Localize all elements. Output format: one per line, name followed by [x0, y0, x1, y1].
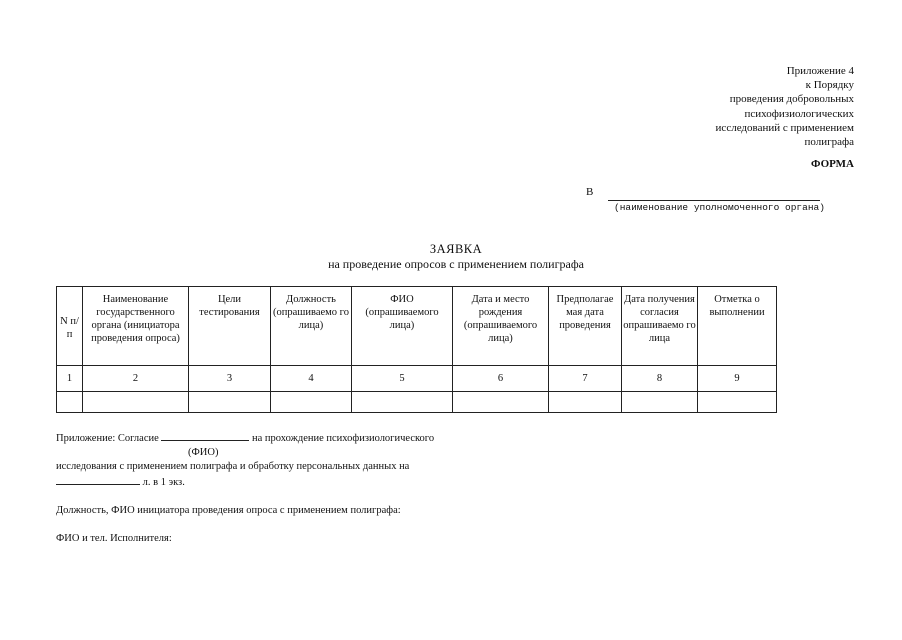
appendix-line: психофизиологических: [744, 107, 854, 120]
consent-prefix: Приложение: Согласие: [56, 433, 159, 444]
sheets-count-blank: [56, 474, 140, 485]
empty-cell: [698, 392, 777, 413]
column-number-cell: 3: [189, 366, 271, 392]
sheets-line: [56, 474, 556, 490]
notes-section: [56, 430, 556, 546]
appendix-line: исследований с применением: [715, 121, 854, 134]
header-cell: Дата получения согласия опрашиваемо го лица: [622, 287, 698, 366]
appendix-header: [716, 64, 854, 149]
consent-line: [56, 430, 556, 446]
title-subtitle: на проведение опросов с применением полиграфа: [328, 257, 584, 271]
consent-line-2: исследования с применением полиграфа и обработку персональных данных на: [56, 461, 410, 472]
column-number-cell: 9: [698, 366, 777, 392]
document-title: [256, 242, 656, 272]
forma-label: ФОРМА: [811, 158, 854, 170]
addressee-prefix: В: [586, 186, 594, 198]
header-cell: Должность (опрашиваемо го лица): [271, 287, 352, 366]
column-number-cell: 4: [271, 366, 352, 392]
fio-caption-line: [56, 446, 556, 460]
header-cell: N п/п: [57, 287, 83, 366]
header-cell: Цели тестирования: [189, 287, 271, 366]
sheets-suffix: л. в 1 экз.: [142, 477, 185, 488]
appendix-line: проведения добровольных: [729, 93, 854, 106]
table-empty-row: [57, 392, 777, 413]
appendix-line: к Порядку: [805, 79, 854, 92]
table-number-row: [57, 366, 777, 392]
appendix-line: полиграфа: [804, 136, 854, 149]
column-number-cell: 8: [622, 366, 698, 392]
header-cell: Дата и место рождения (опрашиваемого лица): [453, 287, 549, 366]
request-table: [56, 286, 777, 413]
column-number-cell: 1: [57, 366, 83, 392]
empty-cell: [189, 392, 271, 413]
title-main: ЗАЯВКА: [429, 242, 483, 256]
column-number-cell: 7: [549, 366, 622, 392]
empty-cell: [622, 392, 698, 413]
consent-fio-blank: [161, 430, 249, 441]
empty-cell: [549, 392, 622, 413]
initiator-line: Должность, ФИО инициатора проведения опроса с применением полиграфа:: [56, 505, 401, 516]
addressee-caption: (наименование уполномоченного органа): [614, 202, 825, 213]
fio-caption: (ФИО): [188, 447, 219, 458]
addressee-blank-line: [608, 200, 820, 201]
header-cell: ФИО (опрашиваемого лица): [352, 287, 453, 366]
consent-suffix: на прохождение психофизиологического: [252, 433, 435, 444]
column-number-cell: 2: [83, 366, 189, 392]
column-number-cell: 6: [453, 366, 549, 392]
appendix-line: Приложение 4: [786, 65, 854, 77]
empty-cell: [57, 392, 83, 413]
empty-cell: [83, 392, 189, 413]
column-number-cell: 5: [352, 366, 453, 392]
header-cell: Наименование государственного органа (инициатора проведения опроса): [83, 287, 189, 366]
empty-cell: [271, 392, 352, 413]
table-header-row: [57, 287, 777, 366]
executor-line: ФИО и тел. Исполнителя:: [56, 533, 172, 544]
empty-cell: [352, 392, 453, 413]
header-cell: Предполагае мая дата проведения: [549, 287, 622, 366]
empty-cell: [453, 392, 549, 413]
header-cell: Отметка о выполнении: [698, 287, 777, 366]
